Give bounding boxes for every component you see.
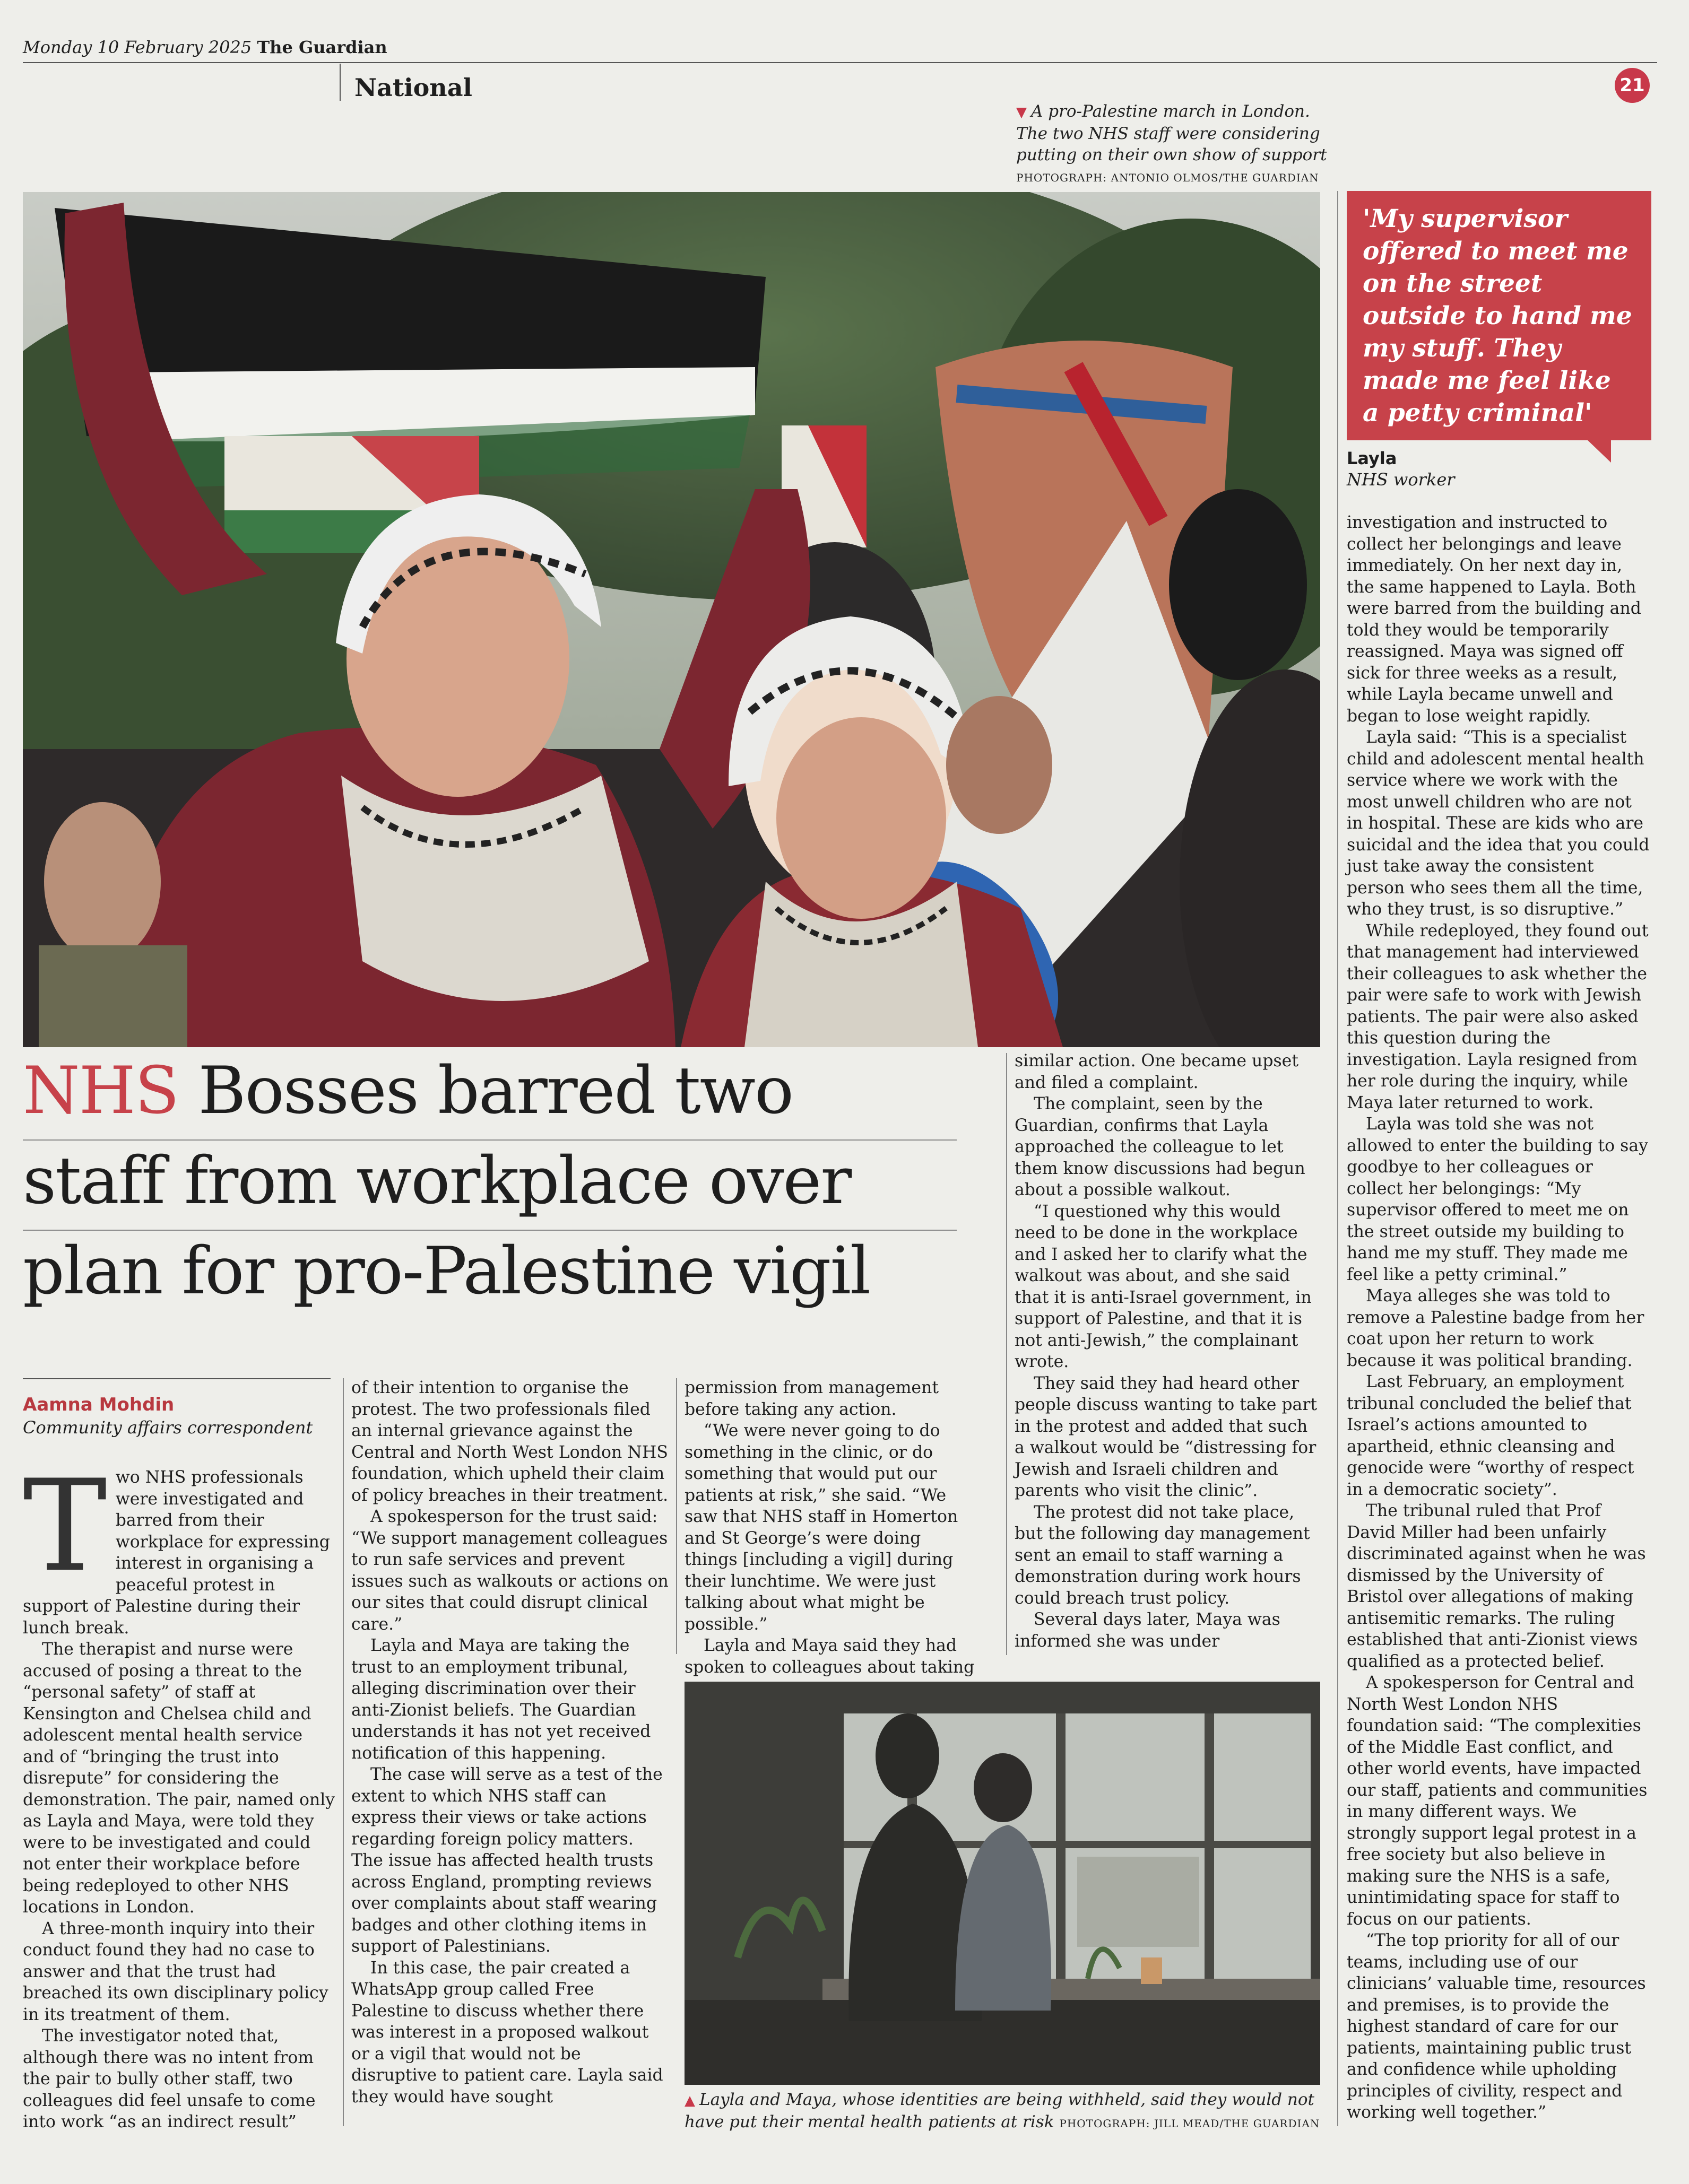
paragraph: A spokesperson for the trust said: “We support management colleagues to run safe services and prevent issues such as walkouts or actions on our sites that could disrupt clinical care.” xyxy=(351,1507,669,1634)
pull-quote-box: 'My supervisor offered to meet me on the street outside to hand me my stuff. They made me feel like a petty criminal' xyxy=(1347,191,1651,440)
paragraph: The case will serve as a test of the extent to which NHS staff can express their views or take actions regarding foreign policy matters. The issue has affected health trusts across England, prompting reviews over complaints about staff wearing badges and other clothing items in support of Palestinians. xyxy=(351,1765,663,1956)
paragraph: “I questioned why this would need to be done in the workplace and I asked her to clarify what the walkout was about, and she said that it is anti-Israel government, in support of Palestine, and that it is not anti-Jewish,” the complainant wrote. xyxy=(1015,1202,1312,1371)
paragraph: investigation and instructed to collect her belongings and leave immediately. On her next day in, the same happened to Layla. Both were barred from the building and told they would be temporarily reassigned. Maya was signed off sick for three weeks as a result, while Layla became unwell and began to lose weight rapidly. xyxy=(1347,513,1641,726)
paragraph: “We were never going to do something in the clinic, or do something that would put our patients at risk,” she said. “We saw that NHS staff in Homerton and St George’s were doing things [including a vigil] during their lunchtime. We were just talking about what might be possible.” xyxy=(685,1421,958,1634)
header-rule xyxy=(23,62,1657,63)
header-divider xyxy=(340,64,341,101)
column-rule xyxy=(1337,191,1338,2126)
headline xyxy=(23,1050,957,1321)
body-column-4 xyxy=(1015,1050,1320,1652)
photo2-caption-text: Layla and Maya, whose identities are being withheld, said they would not have put their mental health patients at risk xyxy=(685,2090,1315,2131)
photo1-credit: PHOTOGRAPH: ANTONIO OLMOS/THE GUARDIAN xyxy=(1016,171,1319,184)
pull-quote-role: NHS worker xyxy=(1347,469,1455,490)
headline-line-1-text: Bosses barred two xyxy=(198,1053,793,1129)
protest-photo-illustration xyxy=(23,192,1320,1047)
headline-line-2: staff from workplace over xyxy=(23,1141,957,1231)
photo2-credit: PHOTOGRAPH: JILL MEAD/THE GUARDIAN xyxy=(1059,2117,1320,2130)
paragraph: The investigator noted that, although there was no intent from the pair to bully other staff, two colleagues did feel unsafe to come into work “as an indirect result” xyxy=(23,2026,316,2131)
paragraph: In this case, the pair created a WhatsApp group called Free Palestine to discuss whether there was interest in a proposed walkout or a vigil that would not be disruptive to patient care. Layla said they would have sought xyxy=(351,1958,663,2107)
pull-quote-name: Layla xyxy=(1347,448,1397,468)
headline-line-3: plan for pro-Palestine vigil xyxy=(23,1233,870,1309)
paragraph: The tribunal ruled that Prof David Miller had been unfairly discriminated against when he was dismissed by the University of Bristol over allegations of making antisemitic remarks. The ruling established that anti-Zionist views qualified as a protected belief. xyxy=(1347,1501,1646,1671)
date-text: Monday 10 February 2025 xyxy=(23,37,252,57)
photo1-caption-text: A pro-Palestine march in London. The two NHS staff were considering putting on their own show of support xyxy=(1016,102,1327,164)
paragraph: The protest did not take place, but the following day management sent an email to staff warning a demonstration during work hours could breach trust policy. xyxy=(1015,1502,1310,1608)
paragraph-text: wo NHS professionals were investigated and barred from their workplace for expressing interest in organising a peaceful protest in support of Palestine during their lunch break. xyxy=(23,1468,330,1638)
caption-up-triangle-icon: ▲ xyxy=(685,2093,695,2109)
paragraph xyxy=(23,1453,336,1639)
byline-rule xyxy=(23,1378,331,1379)
paragraph: A spokesperson for Central and North West London NHS foundation said: “The complexities of the Middle East conflict, and other world events, have impacted our staff, patients and communities in many different ways. We strongly support legal protest in a free society but also believe in making sure the NHS is a safe, unintimidating space for staff to focus on our patients. xyxy=(1347,1673,1648,1929)
paragraph: Last February, an employment tribunal concluded the belief that Israel’s actions amounted to apartheid, ethnic cleansing and genocide were “worthy of respect in a democratic society”. xyxy=(1347,1372,1634,1499)
column-rule xyxy=(343,1378,344,2126)
main-protest-photo xyxy=(23,192,1320,1047)
body-column-3 xyxy=(685,1377,976,1678)
masthead-date xyxy=(23,37,387,57)
pull-quote-tail xyxy=(1587,439,1611,463)
caption-down-triangle-icon: ▼ xyxy=(1016,105,1027,120)
headline-line-1 xyxy=(23,1050,957,1141)
body-column-2 xyxy=(351,1377,670,2108)
paragraph: A three-month inquiry into their conduct found they had no case to answer and that the trust had breached its own disciplinary policy in its treatment of them. xyxy=(23,1919,328,2024)
paragraph: While redeployed, they found out that management had interviewed their colleagues to ask whether the pair were safe to work with Jewish patients. The pair were also asked this question during the investigation. Layla resigned from her role during the inquiry, while Maya later returned to work. xyxy=(1347,921,1649,1112)
paper-name: The Guardian xyxy=(257,37,387,57)
byline-author: Aamna Mohdin xyxy=(23,1394,175,1415)
drop-cap: T xyxy=(23,1453,107,1600)
paragraph: Maya alleges she was told to remove a Palestine badge from her coat upon her return to work because it was political branding. xyxy=(1347,1286,1644,1370)
section-label: National xyxy=(354,73,472,102)
paragraph: The complaint, seen by the Guardian, confirms that Layla approached the colleague to let them know discussions had begun about a possible walkout. xyxy=(1015,1094,1305,1199)
paragraph: “The top priority for all of our teams, including use of our clinicians’ valuable time, resources and premises, is to provide the highest standard of care for our patients, maintaining public trust and confidence while upholding principles of civility, respect and working well together.” xyxy=(1347,1931,1646,2122)
column-rule xyxy=(676,1378,677,1654)
headline-kicker: NHS xyxy=(23,1053,179,1129)
window-photo-illustration xyxy=(685,1682,1320,2085)
byline-role: Community affairs correspondent xyxy=(23,1417,313,1438)
paragraph: similar action. One became upset and filed a complaint. xyxy=(1015,1051,1298,1092)
paragraph: Several days later, Maya was informed she was under xyxy=(1015,1610,1280,1651)
photo1-caption xyxy=(1016,101,1345,188)
paragraph: permission from management before taking any action. xyxy=(685,1378,939,1419)
paragraph: Layla and Maya said they had spoken to colleagues about taking xyxy=(685,1636,975,1677)
body-column-1 xyxy=(23,1453,336,2133)
photo2-caption xyxy=(685,2089,1321,2134)
paragraph: Layla and Maya are taking the trust to an employment tribunal, alleging discrimination over their anti-Zionist beliefs. The Guardian understands it has not yet received notification of this happening. xyxy=(351,1636,651,1763)
body-column-5 xyxy=(1347,512,1651,2124)
window-photo xyxy=(685,1682,1320,2085)
paragraph: The therapist and nurse were accused of posing a threat to the “personal safety” of staff at Kensington and Chelsea child and adolescent mental health service and of “bringing the trust into disrepute” for considering the demonstration. The pair, named only as Layla and Maya, were told they were to be investigated and could not enter their workplace before being redeployed to other NHS locations in London. xyxy=(23,1640,335,1917)
paragraph: They said they had heard other people discuss wanting to take part in the protest and added that such a walkout would be “distressing for Jewish and Israeli children and parents who visit the clinic”. xyxy=(1015,1373,1318,1500)
paragraph: Layla was told she was not allowed to enter the building to say goodbye to her colleagues or collect her belongings: “My supervisor offered to meet me on the street outside my building to hand me my stuff. They made me feel like a petty criminal.” xyxy=(1347,1115,1648,1284)
column-rule xyxy=(1006,1053,1007,1655)
paragraph: Layla said: “This is a specialist child and adolescent mental health service where we work with the most unwell children who are not in hospital. These are kids who are suicidal and the idea that you could just take away the consistent person who sees them all the time, who they trust, is so disruptive.” xyxy=(1347,728,1650,919)
paragraph: of their intention to organise the protest. The two professionals filed an internal grievance against the Central and North West London NHS foundation, which upheld their claim of policy breaches in their treatment. xyxy=(351,1378,669,1505)
page-number-badge: 21 xyxy=(1615,68,1650,103)
